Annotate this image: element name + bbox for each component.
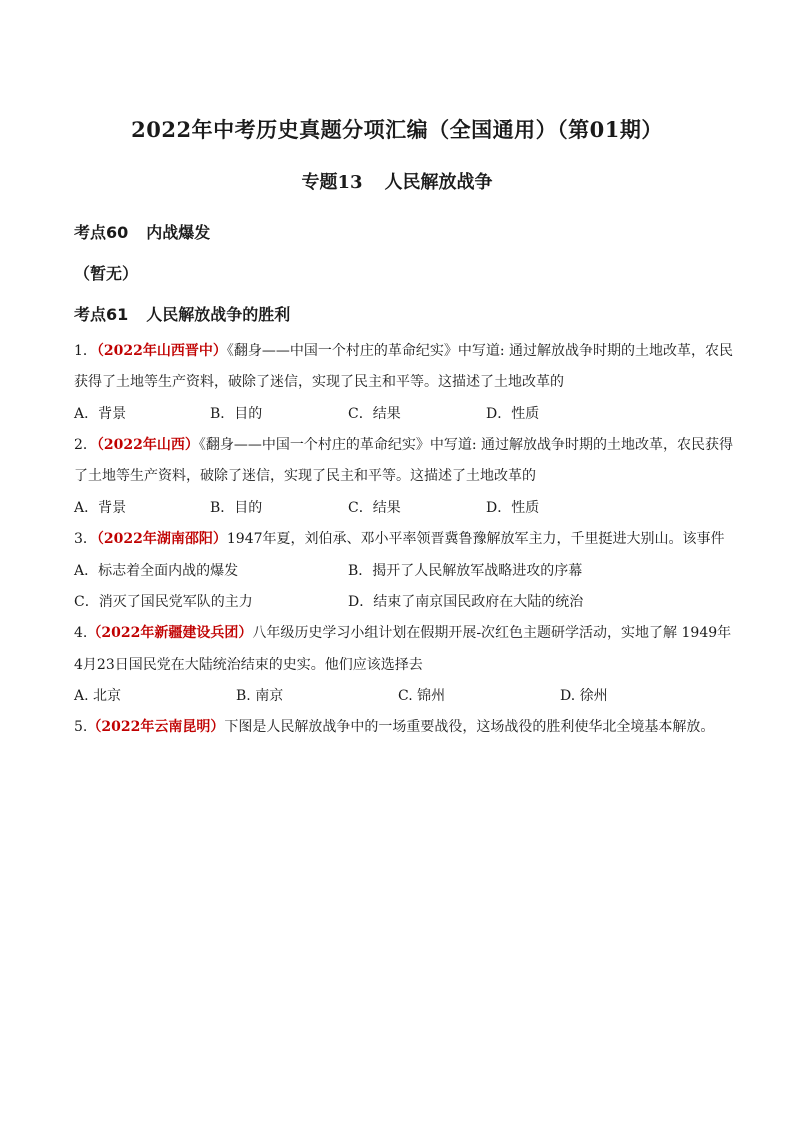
question-2-text-cont: 了土地等生产资料，破除了迷信，实现了民主和平等。这描述了土地改革的 xyxy=(74,468,536,484)
section-heading-60 xyxy=(74,220,210,243)
option-d: D．结束了南京国民政府在大陆的统治 xyxy=(348,594,584,610)
question-number: 4. xyxy=(74,625,88,641)
question-number: 2． xyxy=(74,437,97,453)
option-d: D．性质 xyxy=(486,406,540,422)
question-text: 1947年夏，刘伯承、邓小平率领晋冀鲁豫解放军主力，千里挺进大别山。该事件 xyxy=(226,531,725,547)
section-name: 内战爆发 xyxy=(146,223,211,242)
section-note: （暂无） xyxy=(74,264,139,283)
question-4 xyxy=(74,622,732,642)
question-4-text-cont: 4月23日国民党在大陆统治结束的史实。他们应该选择去 xyxy=(74,657,423,673)
question-text: 下图是人民解放战争中的一场重要战役，这场战役的胜利使华北全境基本解放。 xyxy=(224,719,715,735)
option-b: B. 南京 xyxy=(236,688,284,704)
question-text: 八年级历史学习小组计划在假期开展-次红色主题研学活动，实地了解 1949年 xyxy=(252,625,732,641)
document-title: 2022年中考历史真题分项汇编（全国通用）（第01期） xyxy=(131,117,663,142)
option-c: C．消灭了国民党军队的主力 xyxy=(74,594,253,610)
question-2 xyxy=(74,434,734,454)
option-a: A．背景 xyxy=(74,406,127,422)
option-d: D. 徐州 xyxy=(560,688,608,704)
question-number: 5. xyxy=(74,719,88,735)
option-b: B．目的 xyxy=(210,500,263,516)
section-name: 人民解放战争的胜利 xyxy=(146,305,291,324)
question-1 xyxy=(74,340,734,360)
option-a: A. 北京 xyxy=(74,688,122,704)
option-b: B．揭开了人民解放军战略进攻的序幕 xyxy=(348,563,583,579)
question-3 xyxy=(74,528,724,548)
option-a: A．背景 xyxy=(74,500,127,516)
topic-name: 人民解放战争 xyxy=(384,172,493,193)
section-number: 考点60 xyxy=(74,223,129,242)
option-b: B．目的 xyxy=(210,406,263,422)
question-source: （2022年新疆建设兵团） xyxy=(87,625,253,641)
question-source: （2022年山西晋中） xyxy=(96,343,227,359)
question-text: 《翻身——中国一个村庄的革命纪实》中写道: 通过解放战争时期的土地改革，农民 xyxy=(226,343,734,359)
question-text: 《翻身——中国一个村庄的革命纪实》中写道: 通过解放战争时期的土地改革，农民获得 xyxy=(198,437,734,453)
topic-heading xyxy=(0,168,794,194)
option-c: C．结果 xyxy=(348,500,401,516)
question-source: （2022年湖南邵阳） xyxy=(96,531,227,547)
question-number: 1． xyxy=(74,343,97,359)
question-number: 3． xyxy=(74,531,97,547)
section-number: 考点61 xyxy=(74,305,129,324)
question-1-text-cont: 获得了土地等生产资料，破除了迷信，实现了民主和平等。这描述了土地改革的 xyxy=(74,374,564,390)
question-source: （2022年山西） xyxy=(96,437,199,453)
topic-number: 专题13 xyxy=(301,172,363,193)
section-heading-61 xyxy=(74,302,290,325)
option-c: C．结果 xyxy=(348,406,401,422)
option-a: A．标志着全面内战的爆发 xyxy=(74,563,239,579)
option-d: D．性质 xyxy=(486,500,540,516)
option-c: C. 锦州 xyxy=(398,688,446,704)
question-5 xyxy=(74,716,724,736)
question-source: （2022年云南昆明） xyxy=(87,719,225,735)
